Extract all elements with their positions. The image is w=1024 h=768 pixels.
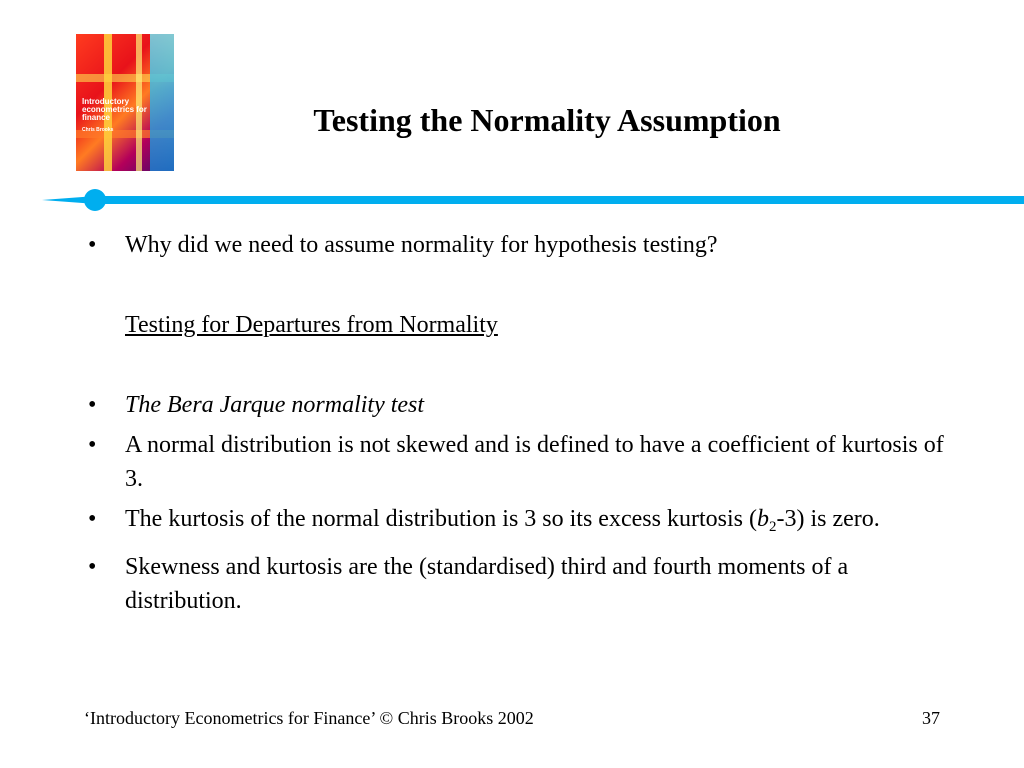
bullet-text: The Bera Jarque normality test xyxy=(125,392,425,418)
bullet-symbol: • xyxy=(88,506,97,532)
bullet-text: Why did we need to assume normality for hypothesis testing? xyxy=(125,232,718,258)
slide-title: Testing the Normality Assumption xyxy=(313,102,781,138)
book-cover-author: Chris Brooks xyxy=(82,127,114,133)
page-number: 37 xyxy=(922,708,940,728)
divider-dot xyxy=(84,189,106,211)
divider-bar xyxy=(90,196,1024,204)
slide-content xyxy=(84,228,944,618)
bullet-symbol: • xyxy=(88,554,97,580)
bullet-text-after: -3) is zero. xyxy=(776,506,880,532)
subheading: Testing for Departures from Normality xyxy=(125,312,498,338)
math-subscript: 2 xyxy=(768,519,777,535)
bullet-text-before: The kurtosis of the normal distribution is 3 so its excess kurtosis ( xyxy=(125,506,757,532)
bullet-item xyxy=(84,502,944,544)
title-divider-line xyxy=(0,184,1024,216)
book-cover-cyan-stripe xyxy=(150,34,174,171)
book-cover-image xyxy=(76,34,174,171)
bullet-symbol: • xyxy=(88,432,97,458)
math-variable: b xyxy=(756,506,769,532)
book-cover-title: Introductory econometrics for finance xyxy=(82,97,147,122)
bullet-text: Skewness and kurtosis are the (standardised) third and fourth moments of a distribution. xyxy=(125,554,849,614)
bullet-item xyxy=(84,388,944,422)
bullet-item xyxy=(84,228,944,262)
bullet-item xyxy=(84,550,944,618)
bullet-item xyxy=(84,428,944,496)
footer-citation: ‘Introductory Econometrics for Finance’ © Chris Brooks 2002 xyxy=(84,708,534,728)
bullet-symbol: • xyxy=(88,232,97,258)
bullet-symbol: • xyxy=(88,392,97,418)
subheading-row xyxy=(84,308,944,342)
bullet-text: A normal distribution is not skewed and is defined to have a coefficient of kurtosis of 3. xyxy=(125,432,944,492)
